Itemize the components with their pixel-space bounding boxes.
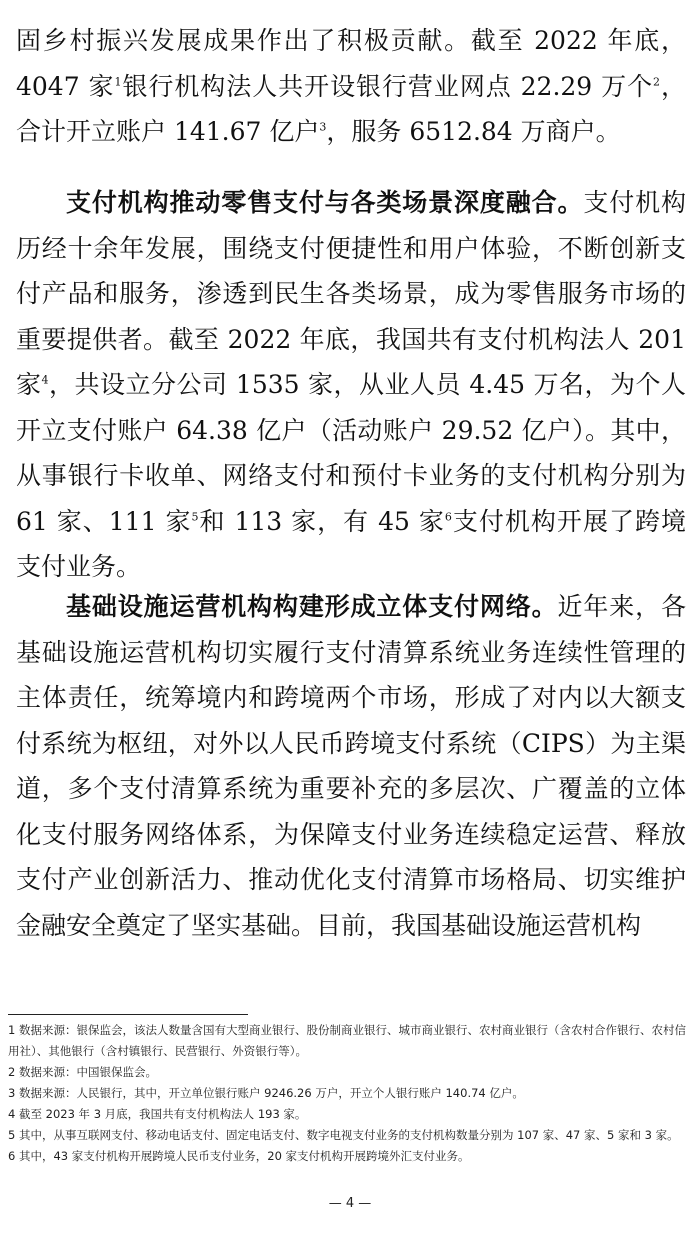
- paragraph-heading-payment-institutions: 支付机构推动零售支付与各类场景深度融合。: [66, 188, 584, 217]
- footnote-5: 5 其中，从事互联网支付、移动电话支付、固定电话支付、数字电视支付业务的支付机构数量分别为 107 家、47 家、5 家和 3 家。: [8, 1128, 679, 1142]
- footnote-ref-3[interactable]: 3: [319, 120, 327, 134]
- footnote-ref-5[interactable]: 5: [191, 510, 199, 524]
- paragraph-rural-banking: 固乡村振兴发展成果作出了积极贡献。截至 2022 年底，4047 家$^1$银行机构法人共开设银行营业网点 22.29 万个$^2$，合计开立账户 141.67 亿户$^3$，服务 6512.84 万商户。: [16, 26, 686, 146]
- footnote-4: 4 截至 2023 年 3 月底，我国共有支付机构法人 193 家。: [8, 1107, 307, 1121]
- footnote-1: 1 数据来源：银保监会，该法人数量含国有大型商业银行、股份制商业银行、城市商业银行、农村商业银行（含农村合作银行、农村信用社）、其他银行（含村镇银行、民营银行、外资银行等）。: [8, 1023, 686, 1058]
- footnote-2: 2 数据来源：中国银保监会。: [8, 1065, 157, 1079]
- footnote-6: 6 其中，43 家支付机构开展跨境人民币支付业务，20 家支付机构开展跨境外汇支付业务。: [8, 1149, 470, 1163]
- paragraph-infrastructure: 基础设施运营机构构建形成立体支付网络。近年来，各基础设施运营机构切实履行支付清算系统业务连续性管理的主体责任，统筹境内和跨境两个市场，形成了对内以大额支付系统为枢纽，对外以人民币跨境支付系统（CIPS）为主渠道，多个支付清算系统为重要补充的多层次、广覆盖的立体化支付服务网络体系，为保障支付业务连续稳定运营、释放支付产业创新活力、推动优化支付清算市场格局、切实维护金融安全奠定了坚实基础。目前，我国基础设施运营机构: [16, 592, 686, 940]
- footnote-ref-2[interactable]: 2: [653, 75, 661, 89]
- footnote-divider: [8, 1014, 248, 1015]
- footnote-ref-6[interactable]: 6: [444, 510, 452, 524]
- page-number: — 4 —: [328, 1196, 372, 1211]
- footnote-ref-1[interactable]: 1: [114, 75, 122, 89]
- footnote-3: 3 数据来源：人民银行，其中，开立单位银行账户 9246.26 万户，开立个人银行账户 140.74 亿户。: [8, 1086, 524, 1100]
- footnote-ref-4[interactable]: 4: [41, 373, 49, 387]
- footnotes: [8, 1020, 686, 1167]
- paragraph-payment-institutions: 支付机构推动零售支付与各类场景深度融合。支付机构历经十余年发展，围绕支付便捷性和用户体验，不断创新支付产品和服务，渗透到民生各类场景，成为零售服务市场的重要提供者。截至 2022 年底，我国共有支付机构法人 201 家$^4$，共设立分公司 1535 家，从业人员 4.45 万名，为个人开立支付账户 64.38 亿户（活动账户 29.52 亿户）。其中，从事银行卡收单、网络支付和预付卡业务的支付机构分别为 61 家、111 家$^5$和 113 家，有 45 家$^6$支付机构开展了跨境支付业务。: [16, 188, 686, 581]
- paragraph-heading-infrastructure: 基础设施运营机构构建形成立体支付网络。: [66, 592, 558, 621]
